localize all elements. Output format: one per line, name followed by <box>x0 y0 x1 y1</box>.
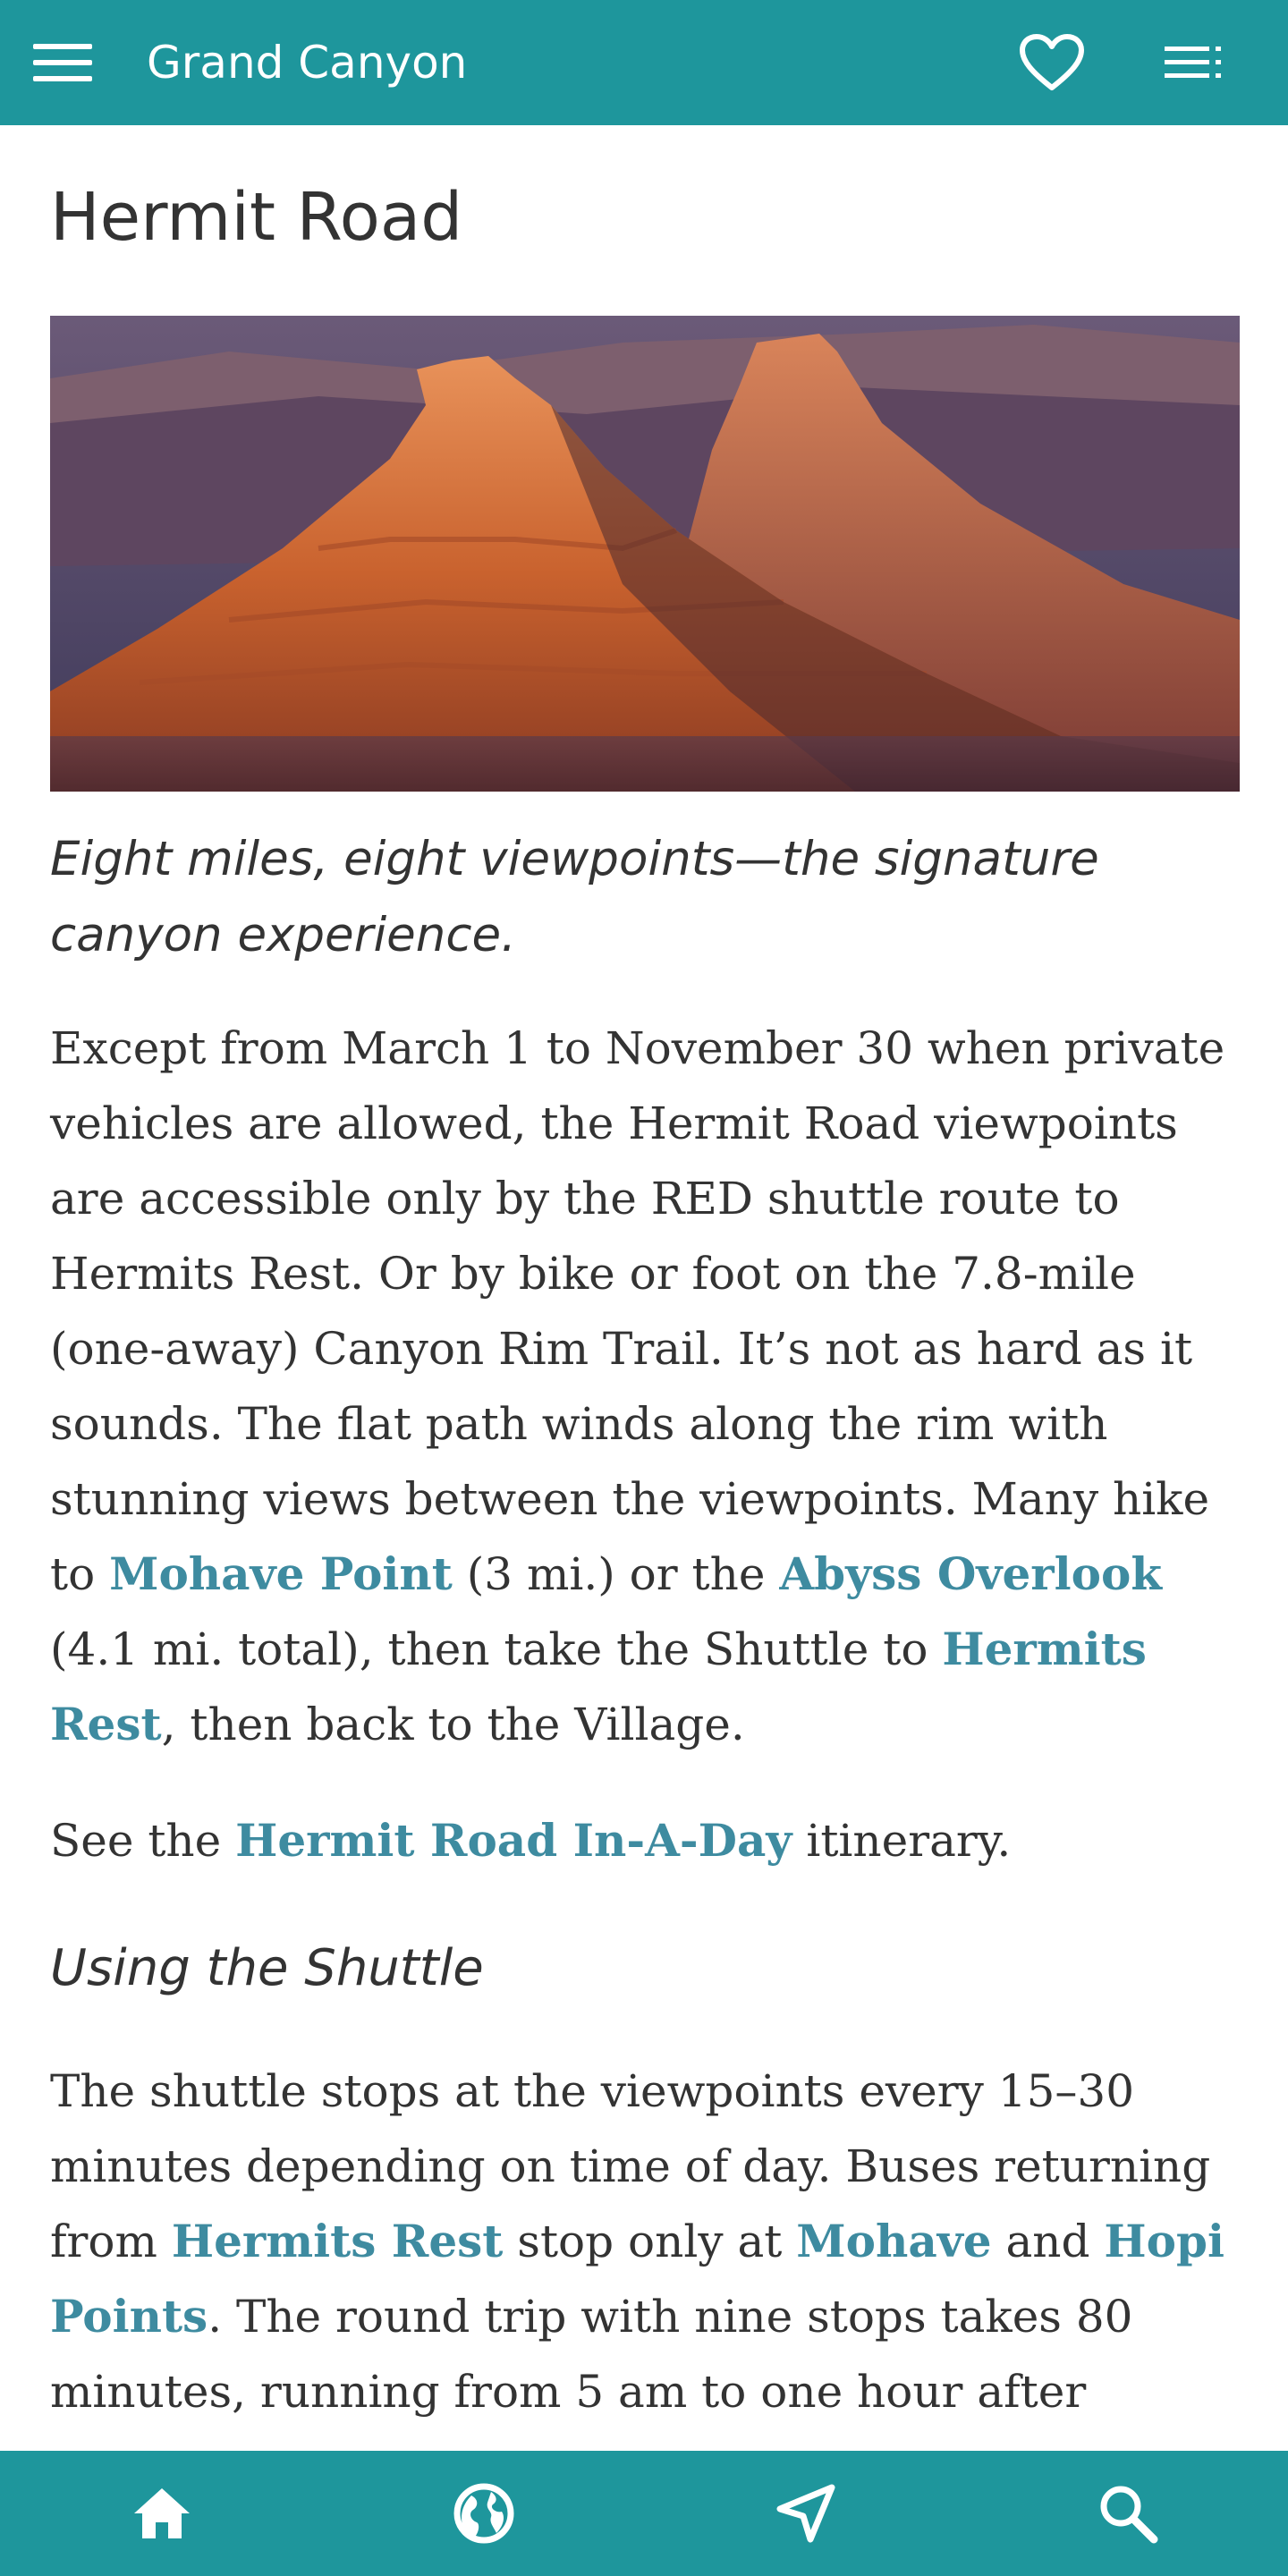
intro-paragraph <box>50 1011 1249 1762</box>
globe-icon <box>452 2481 516 2546</box>
hermits-rest-link[interactable]: Hermits Rest <box>50 1623 1147 1750</box>
paragraph-text: stop only at <box>503 2216 797 2267</box>
hermit-road-in-a-day-link[interactable]: Hermit Road In-A-Day <box>235 1814 792 1867</box>
hermits-rest-link[interactable]: Hermits Rest <box>171 2215 504 2267</box>
abyss-overlook-link[interactable]: Abyss Overlook <box>779 1547 1162 1600</box>
hopi-points-link[interactable]: Hopi Points <box>50 2215 1224 2343</box>
list-icon <box>1165 45 1224 80</box>
paragraph-text: . The round trip with nine stops takes 80 minutes, running from 5 am to one hour after <box>50 2291 1133 2418</box>
paragraph-text: Except from March 1 to November 30 when private vehicles are allowed, the Hermit Road viewpoints are accessible only by the RED shuttle route to Hermits Rest. Or by bike or foot on the 7.8-mile (one-away) Canyon Rim Trail. It’s not as hard as it sounds. The flat path winds along the rim with stunning views between the viewpoints. Many hike to <box>50 1022 1225 1600</box>
mohave-link[interactable]: Mohave <box>796 2215 992 2267</box>
paragraph-text: (4.1 mi. total), then take the Shuttle to <box>50 1623 943 1675</box>
search-icon <box>1097 2482 1159 2545</box>
hero-image <box>50 316 1240 792</box>
paragraph-text: See the <box>50 1815 236 1867</box>
shuttle-paragraph <box>50 2054 1249 2504</box>
home-icon <box>131 2485 193 2542</box>
mohave-point-link[interactable]: Mohave Point <box>109 1547 453 1600</box>
paragraph-text: (3 mi.) or the <box>452 1548 780 1600</box>
contents-list-button[interactable] <box>1154 27 1234 98</box>
paragraph-text: itinerary. <box>792 1815 1012 1867</box>
paragraph-text: , then back to the Village. <box>161 1699 745 1750</box>
article-content[interactable] <box>0 125 1288 2451</box>
page-tagline: Eight miles, eight viewpoints—the signature canyon experience. <box>50 832 1099 962</box>
map-button[interactable] <box>435 2469 533 2558</box>
hamburger-menu-button[interactable] <box>25 27 100 98</box>
favorite-button[interactable] <box>1011 25 1093 102</box>
heart-icon <box>1019 34 1085 93</box>
canyon-photo <box>50 316 1240 792</box>
page-title: Hermit Road <box>50 179 463 256</box>
paragraph-text: and <box>991 2216 1105 2267</box>
itinerary-paragraph <box>50 1803 1249 1878</box>
section-heading: Using the Shuttle <box>50 1939 484 1997</box>
app-title: Grand Canyon <box>147 37 468 89</box>
search-button[interactable] <box>1079 2469 1177 2558</box>
top-app-bar <box>0 0 1288 125</box>
paragraph-text: The shuttle stops at the viewpoints every 15–30 minutes depending on time of day. Buses returning from <box>50 2065 1211 2267</box>
home-button[interactable] <box>113 2469 211 2558</box>
bottom-navigation-bar <box>0 2451 1288 2576</box>
nearby-button[interactable] <box>757 2469 855 2558</box>
hamburger-menu-icon <box>31 40 94 85</box>
navigation-arrow-icon <box>775 2482 837 2545</box>
